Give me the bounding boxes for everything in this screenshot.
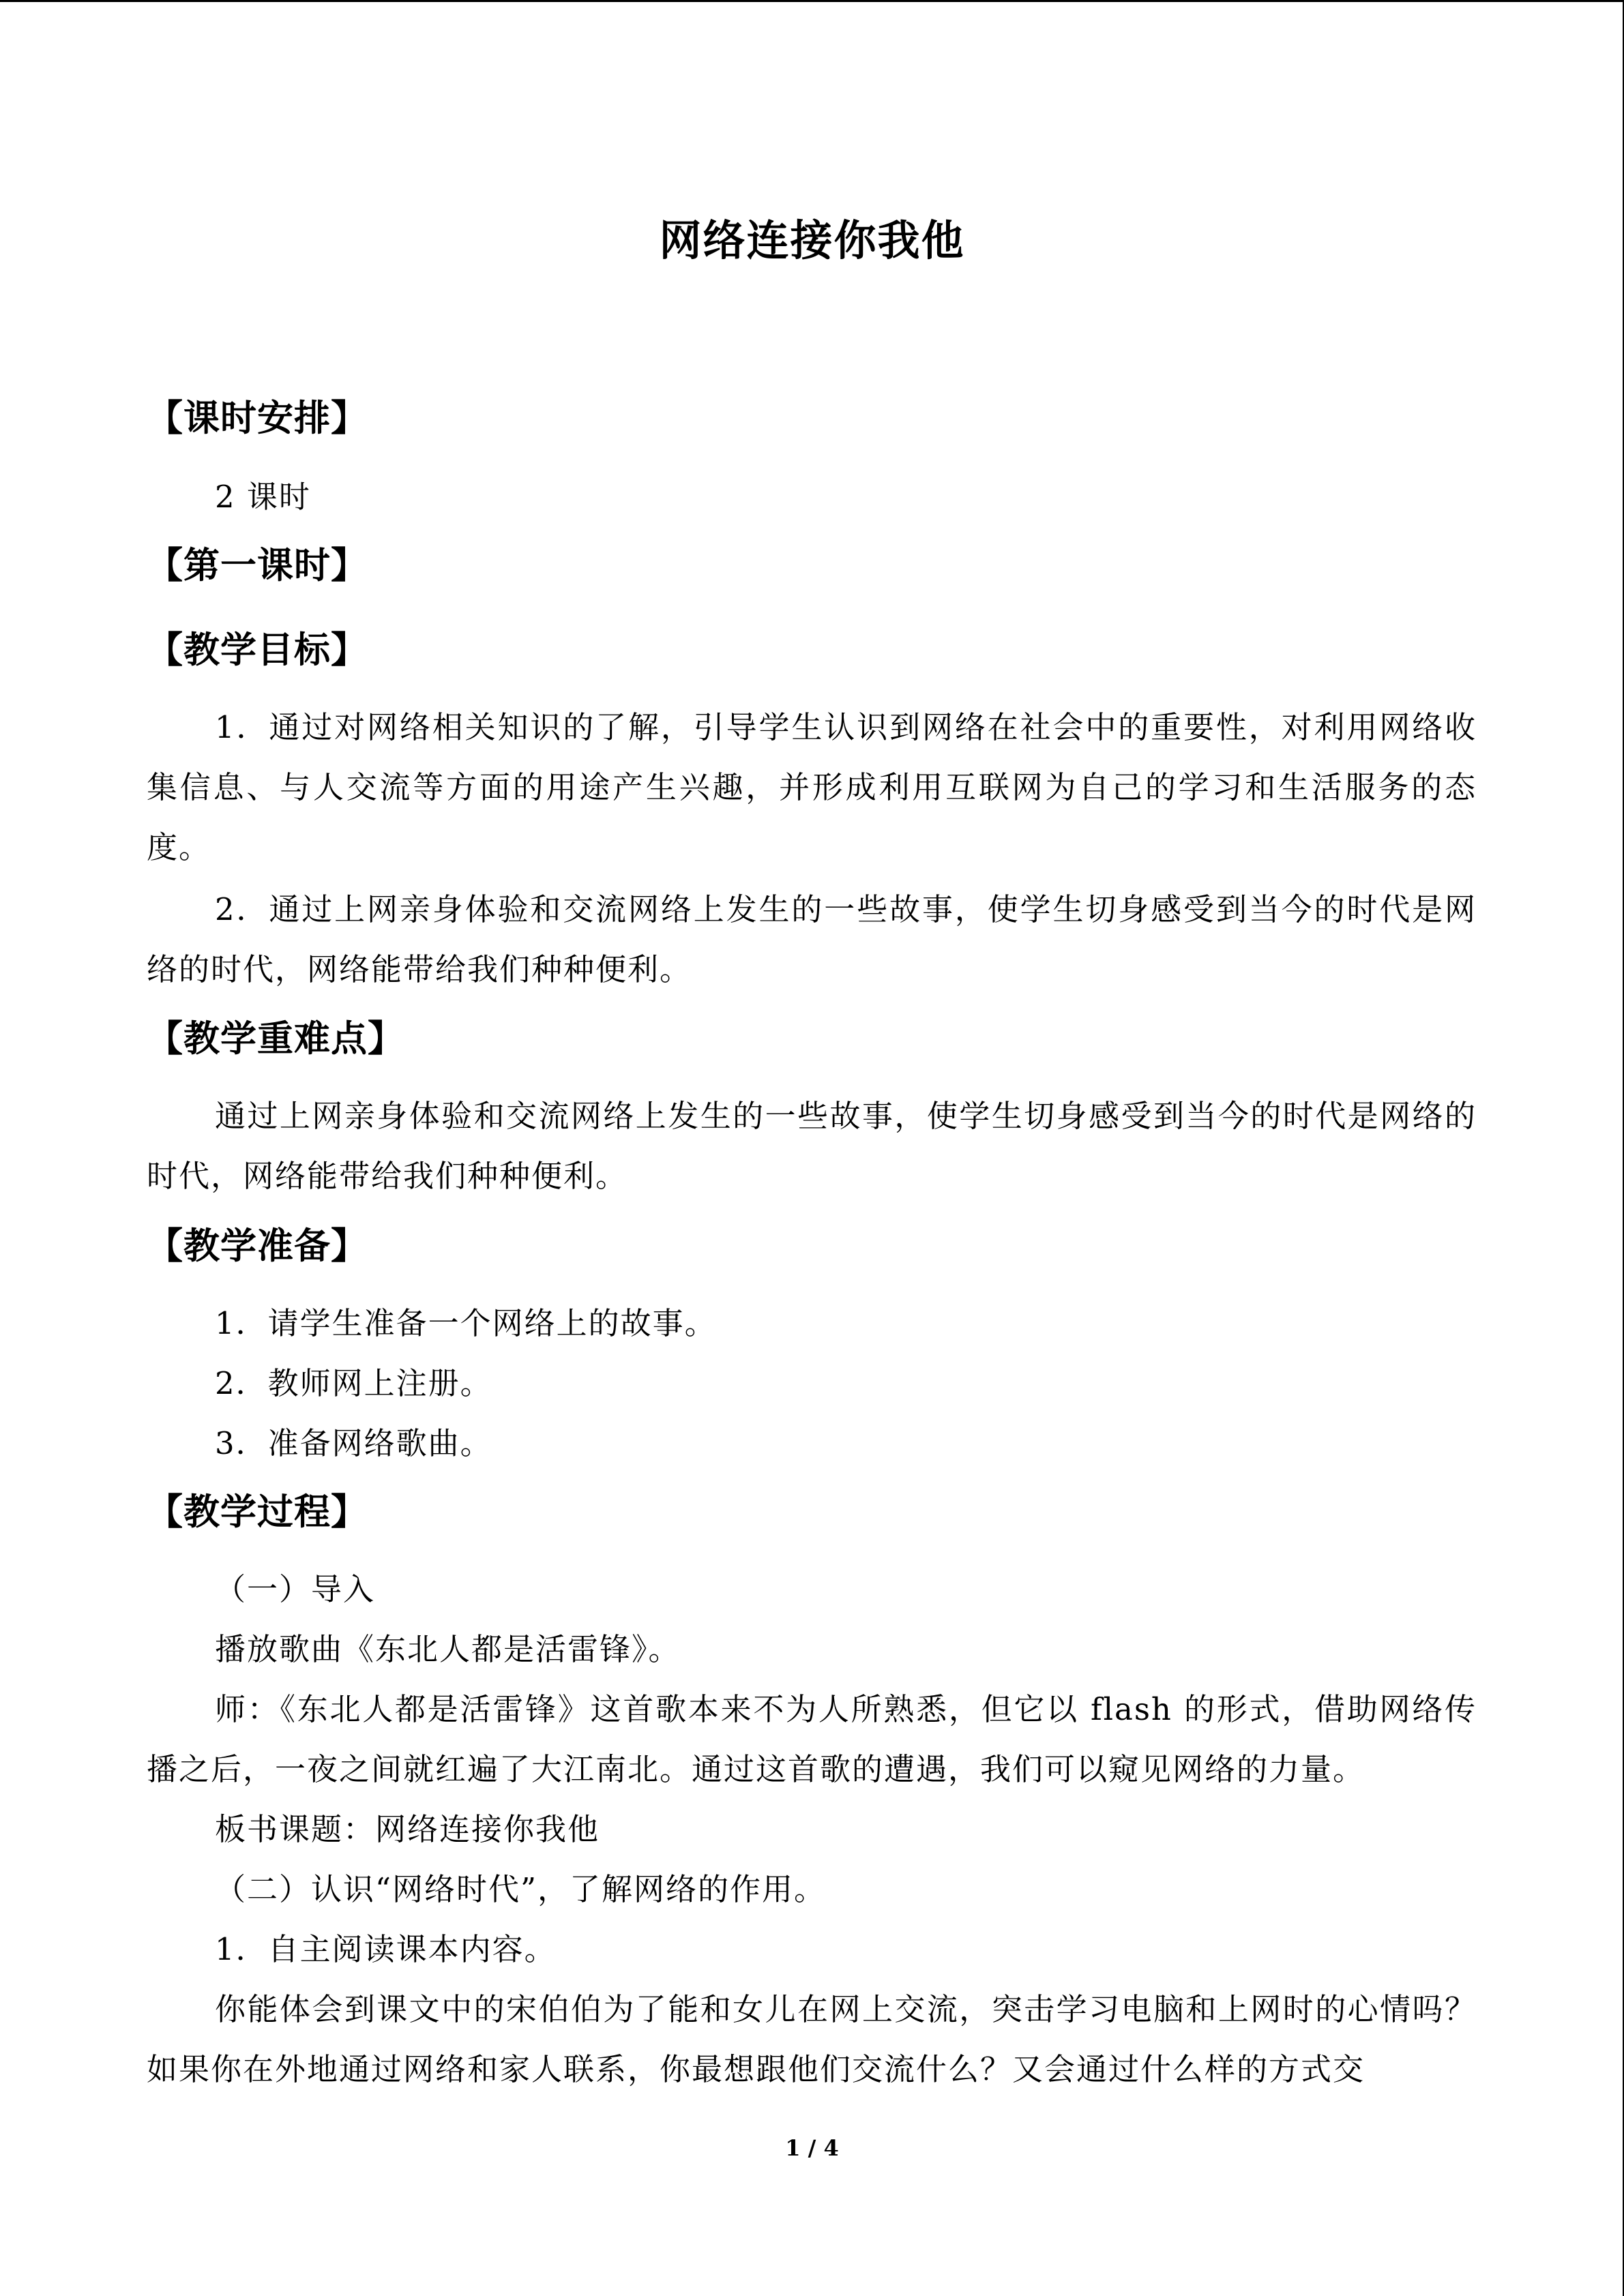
heading-process: 【教学过程】 xyxy=(147,1491,368,1533)
process-line: 板书课题：网络连接你我他 xyxy=(215,1811,600,1847)
process-line: 播放歌曲《东北人都是活雷锋》。 xyxy=(215,1631,681,1667)
process-paragraph: 你能体会到课文中的宋伯伯为了能和女儿在网上交流，突击学习电脑和上网时的心情吗？如果你在外地通过网络和家人联系，你最想跟他们交流什么？又会通过什么样的方式交 xyxy=(147,1991,1477,2087)
keypoints-text: 通过上网亲身体验和交流网络上发生的一些故事，使学生切身感受到当今的时代是网络的时代，网络能带给我们种种便利。 xyxy=(147,1098,1477,1194)
goal-item: 2．通过上网亲身体验和交流网络上发生的一些故事，使学生切身感受到当今的时代是网络的时代，网络能带给我们种种便利。 xyxy=(147,891,1477,987)
heading-schedule: 【课时安排】 xyxy=(147,398,368,439)
document-title: 网络连接你我他 xyxy=(659,215,965,265)
prep-item: 1．请学生准备一个网络上的故事。 xyxy=(215,1305,717,1341)
heading-goals: 【教学目标】 xyxy=(147,629,368,671)
heading-keypoints: 【教学重难点】 xyxy=(147,1018,404,1060)
process-paragraph: 师：《东北人都是活雷锋》这首歌本来不为人所熟悉，但它以 flash 的形式，借助网络传播之后，一夜之间就红遍了大江南北。通过这首歌的遭遇，我们可以窥见网络的力量。 xyxy=(147,1691,1477,1787)
heading-prep: 【教学准备】 xyxy=(147,1225,368,1267)
prep-item: 2．教师网上注册。 xyxy=(215,1365,492,1401)
process-line: （二）认识“网络时代”，了解网络的作用。 xyxy=(215,1871,827,1907)
schedule-text: 2 课时 xyxy=(215,479,311,515)
process-line: 1．自主阅读课本内容。 xyxy=(215,1931,557,1967)
process-line: （一）导入 xyxy=(215,1571,376,1607)
heading-lesson1: 【第一课时】 xyxy=(147,545,368,586)
goal-item: 1．通过对网络相关知识的了解，引导学生认识到网络在社会中的重要性，对利用网络收集信息、与人交流等方面的用途产生兴趣，并形成利用互联网为自己的学习和生活服务的态度。 xyxy=(147,709,1477,865)
page-number: 1 / 4 xyxy=(785,2135,839,2161)
prep-item: 3．准备网络歌曲。 xyxy=(215,1425,492,1461)
